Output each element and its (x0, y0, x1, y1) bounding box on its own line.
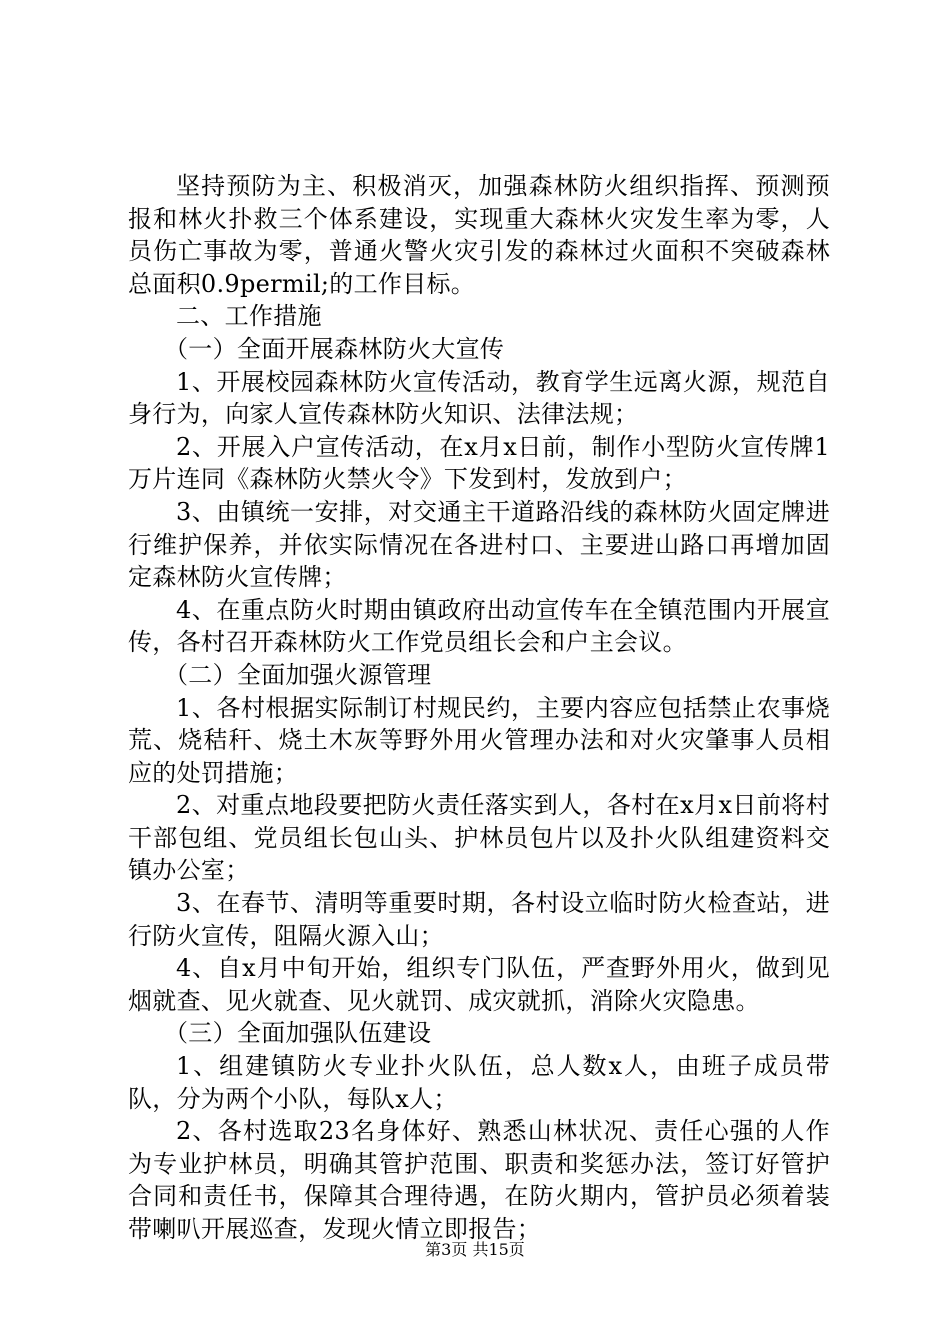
list-item: 4、在重点防火时期由镇政府出动宣传车在全镇范围内开展宣传，各村召开森林防火工作党员组长会和户主会议。 (128, 595, 830, 657)
page-footer (0, 1240, 950, 1260)
list-item: 2、开展入户宣传活动，在x月x日前，制作小型防火宣传牌1万片连同《森林防火禁火令》下发到村，发放到户； (128, 432, 830, 494)
list-item: 1、组建镇防火专业扑火队伍，总人数x人，由班子成员带队，分为两个小队，每队x人； (128, 1052, 830, 1113)
document-body (128, 170, 830, 1246)
subheading-publicity: （一）全面开展森林防火大宣传 (164, 334, 505, 363)
list-item: 3、由镇统一安排，对交通主干道路沿线的森林防火固定牌进行维护保养，并依实际情况在各进村口、主要进山路口再增加固定森林防火宣传牌； (128, 497, 830, 592)
list-item: 3、在春节、清明等重要时期，各村设立临时防火检查站，进行防火宣传，阻隔火源入山； (128, 889, 830, 950)
paragraph-goal: 坚持预防为主、积极消灭，加强森林防火组织指挥、预测预报和林火扑救三个体系建设，实现重大森林火灾发生率为零，人员伤亡事故为零，普通火警火灾引发的森林过火面积不突破森林总面积0.9permil;的工作目标。 (128, 172, 830, 298)
section-heading-measures: 二、工作措施 (176, 302, 322, 331)
list-item: 2、各村选取23名身体好、熟悉山林状况、责任心强的人作为专业护林员，明确其管护范围、职责和奖惩办法，签订好管护合同和责任书，保障其合理待遇，在防火期内，管护员必须着装带喇叭开展巡查，发现火情立即报告； (128, 1117, 830, 1243)
page-number: 第3页 共15页 (425, 1240, 525, 1259)
subheading-team: （三）全面加强队伍建设 (164, 1019, 432, 1048)
subheading-fire-source: （二）全面加强火源管理 (164, 660, 432, 689)
list-item: 4、自x月中旬开始，组织专门队伍，严查野外用火，做到见烟就查、见火就查、见火就罚、成灾就抓，消除火灾隐患。 (128, 954, 830, 1015)
list-item: 2、对重点地段要把防火责任落实到人，各村在x月x日前将村干部包组、党员组长包山头、护林员包片以及扑火队组建资料交镇办公室； (128, 791, 830, 885)
list-item: 1、开展校园森林防火宣传活动，教育学生远离火源，规范自身行为，向家人宣传森林防火知识、法律法规； (128, 367, 830, 429)
list-item: 1、各村根据实际制订村规民约，主要内容应包括禁止农事烧荒、烧秸秆、烧土木灰等野外用火管理办法和对火灾肇事人员相应的处罚措施； (128, 693, 830, 787)
